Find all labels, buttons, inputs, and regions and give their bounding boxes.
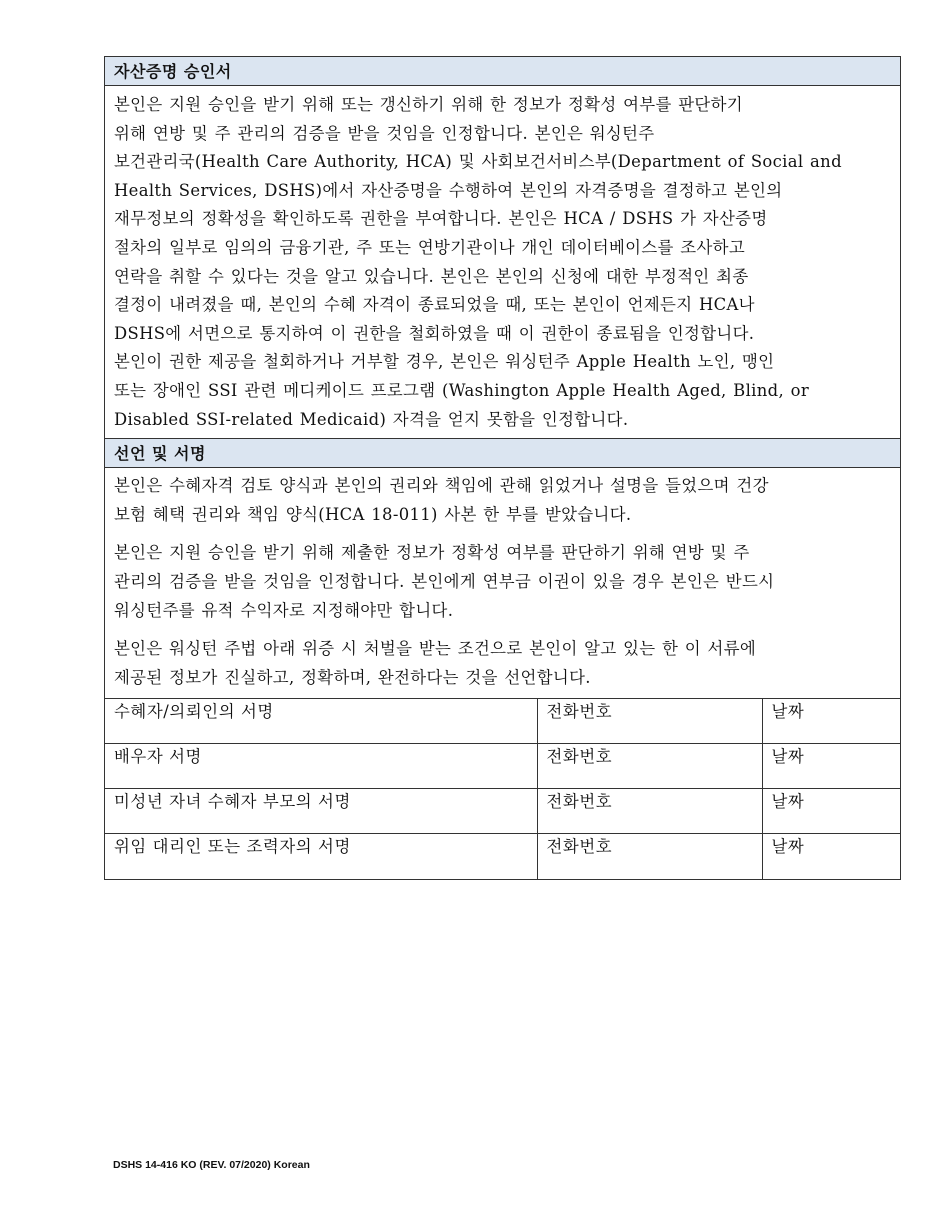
recipient-date-field[interactable] bbox=[762, 699, 900, 744]
auth-line: 연락을 취할 수 있다는 것을 알고 있습니다. 본인은 본인의 신청에 대한 부정적인 최종 bbox=[114, 266, 749, 286]
recipient-phone-field[interactable] bbox=[537, 699, 762, 744]
form-footer-id: DSHS 14-416 KO (REV. 07/2020) Korean bbox=[113, 1159, 310, 1171]
phone-label: 전화번호 bbox=[546, 792, 613, 812]
signature-row-parent bbox=[105, 789, 900, 834]
asset-verification-header: 자산증명 승인서 bbox=[105, 57, 900, 86]
signature-row-recipient bbox=[105, 699, 900, 744]
spouse-signature-label: 배우자 서명 bbox=[114, 747, 202, 767]
representative-signature-label: 위임 대리인 또는 조력자의 서명 bbox=[114, 837, 351, 857]
auth-line: 재무정보의 정확성을 확인하도록 권한을 부여합니다. 본인은 HCA / DSHS 가 자산증명 bbox=[114, 209, 768, 229]
parent-signature-field[interactable] bbox=[105, 789, 537, 834]
representative-signature-field[interactable] bbox=[105, 834, 537, 879]
spouse-date-field[interactable] bbox=[762, 744, 900, 789]
recipient-signature-label: 수혜자/의뢰인의 서명 bbox=[114, 702, 274, 722]
decl-line: 본인은 수혜자격 검토 양식과 본인의 권리와 책임에 관해 읽었거나 설명을 들었으며 건강 bbox=[114, 476, 769, 496]
date-label: 날짜 bbox=[771, 747, 805, 767]
spouse-signature-field[interactable] bbox=[105, 744, 537, 789]
auth-line: DSHS에 서면으로 통지하여 이 권한을 철회하였을 때 이 권한이 종료됨을 인정합니다. bbox=[114, 323, 755, 343]
parent-signature-label: 미성년 자녀 수혜자 부모의 서명 bbox=[114, 792, 351, 812]
phone-label: 전화번호 bbox=[546, 702, 613, 722]
auth-line: Health Services, DSHS)에서 자산증명을 수행하여 본인의 자격증명을 결정하고 본인의 bbox=[114, 180, 783, 200]
form-box bbox=[104, 56, 901, 880]
decl-line: 워싱턴주를 유적 수익자로 지정해야만 합니다. bbox=[114, 600, 454, 620]
auth-line: 위해 연방 및 주 관리의 검증을 받을 것임을 인정합니다. 본인은 워싱턴주 bbox=[114, 123, 655, 143]
declaration-paragraph-1 bbox=[105, 468, 900, 529]
phone-label: 전화번호 bbox=[546, 837, 613, 857]
decl-line: 본인은 지원 승인을 받기 위해 제출한 정보가 정확성 여부를 판단하기 위해 연방 및 주 bbox=[114, 543, 750, 563]
parent-date-field[interactable] bbox=[762, 789, 900, 834]
asset-verification-text bbox=[105, 86, 900, 438]
decl-line: 제공된 정보가 진실하고, 정확하며, 완전하다는 것을 선언합니다. bbox=[114, 667, 591, 687]
auth-line: 보건관리국(Health Care Authority, HCA) 및 사회보건서비스부(Department of Social and bbox=[114, 152, 842, 172]
representative-date-field[interactable] bbox=[762, 834, 900, 879]
declaration-paragraph-2 bbox=[105, 529, 900, 625]
phone-label: 전화번호 bbox=[546, 747, 613, 767]
signature-row-representative bbox=[105, 834, 900, 879]
decl-line: 본인은 워싱턴 주법 아래 위증 시 처벌을 받는 조건으로 본인이 알고 있는 한 이 서류에 bbox=[114, 639, 757, 659]
date-label: 날짜 bbox=[771, 837, 805, 857]
auth-line: 또는 장애인 SSI 관련 메디케이드 프로그램 (Washington Apple Health Aged, Blind, or bbox=[114, 380, 810, 400]
spouse-phone-field[interactable] bbox=[537, 744, 762, 789]
auth-line: Disabled SSI-related Medicaid) 자격을 얻지 못함을 인정합니다. bbox=[114, 409, 629, 429]
date-label: 날짜 bbox=[771, 702, 805, 722]
signature-table bbox=[105, 698, 900, 879]
representative-phone-field[interactable] bbox=[537, 834, 762, 879]
recipient-signature-field[interactable] bbox=[105, 699, 537, 744]
decl-line: 보험 혜택 권리와 책임 양식(HCA 18-011) 사본 한 부를 받았습니다. bbox=[114, 504, 632, 524]
parent-phone-field[interactable] bbox=[537, 789, 762, 834]
auth-line: 결정이 내려졌을 때, 본인의 수혜 자격이 종료되었을 때, 또는 본인이 언제든지 HCA나 bbox=[114, 295, 755, 315]
declaration-paragraph-3 bbox=[105, 625, 900, 698]
auth-line: 본인이 권한 제공을 철회하거나 거부할 경우, 본인은 워싱턴주 Apple Health 노인, 맹인 bbox=[114, 352, 775, 372]
decl-line: 관리의 검증을 받을 것임을 인정합니다. 본인에게 연부금 이권이 있을 경우 본인은 반드시 bbox=[114, 571, 775, 591]
date-label: 날짜 bbox=[771, 792, 805, 812]
declaration-header: 선언 및 서명 bbox=[105, 438, 900, 468]
auth-line: 절차의 일부로 임의의 금융기관, 주 또는 연방기관이나 개인 데이터베이스를 조사하고 bbox=[114, 237, 746, 257]
auth-line: 본인은 지원 승인을 받기 위해 또는 갱신하기 위해 한 정보가 정확성 여부를 판단하기 bbox=[114, 95, 743, 114]
signature-row-spouse bbox=[105, 744, 900, 789]
